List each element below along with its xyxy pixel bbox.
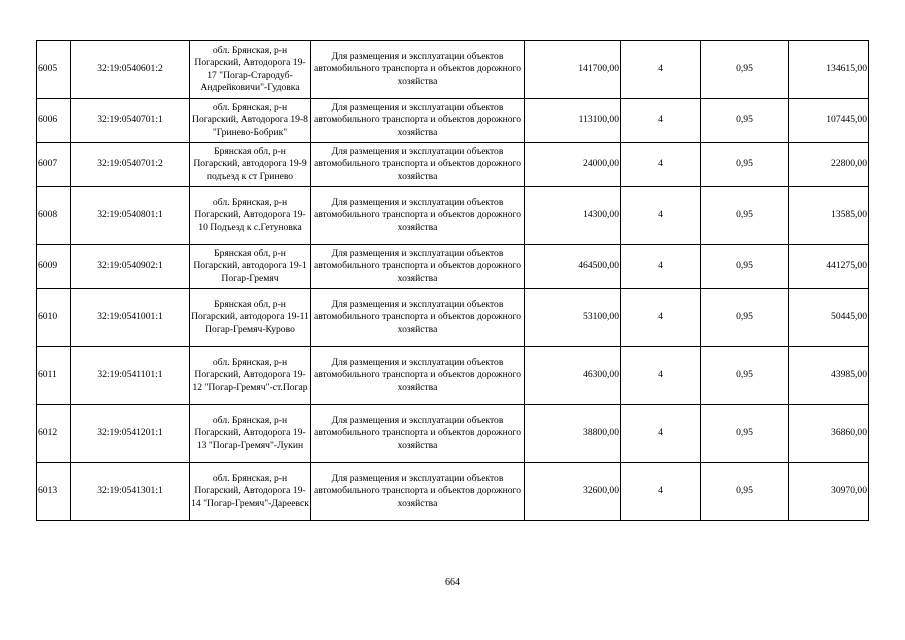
address: Брянская обл, р-н Погарский, автодорога 19-1 Погар-Гремяч xyxy=(190,245,311,289)
permitted-use: Для размещения и эксплуатации объектов автомобильного транспорта и объектов дорожного хозяйства xyxy=(311,463,525,521)
address: обл. Брянская, р-н Погарский, Автодорога 19-14 "Погар-Гремяч"-Дареевск xyxy=(190,463,311,521)
coefficient: 0,95 xyxy=(701,41,789,99)
group-code: 4 xyxy=(621,289,701,347)
table-row xyxy=(37,245,869,289)
cadastral-value: 22800,00 xyxy=(789,143,869,187)
address: обл. Брянская, р-н Погарский, Автодорога 19-10 Подъезд к с.Гетуновка xyxy=(190,187,311,245)
cadastral-number: 32:19:0540902:1 xyxy=(71,245,190,289)
table-row xyxy=(37,405,869,463)
permitted-use: Для размещения и эксплуатации объектов автомобильного транспорта и объектов дорожного хозяйства xyxy=(311,143,525,187)
address: Брянская обл, р-н Погарский, автодорога 19-9 подъезд к ст Гринево xyxy=(190,143,311,187)
page-number: 664 xyxy=(445,577,460,588)
area: 464500,00 xyxy=(525,245,621,289)
area: 141700,00 xyxy=(525,41,621,99)
cadastral-number: 32:19:0540701:2 xyxy=(71,143,190,187)
cadastral-value: 134615,00 xyxy=(789,41,869,99)
area: 46300,00 xyxy=(525,347,621,405)
table-row xyxy=(37,143,869,187)
row-number: 6011 xyxy=(37,347,71,405)
cadastral-number: 32:19:0541001:1 xyxy=(71,289,190,347)
cadastral-number: 32:19:0540801:1 xyxy=(71,187,190,245)
cadastral-value: 43985,00 xyxy=(789,347,869,405)
area: 53100,00 xyxy=(525,289,621,347)
area: 14300,00 xyxy=(525,187,621,245)
coefficient: 0,95 xyxy=(701,405,789,463)
table-row xyxy=(37,463,869,521)
row-number: 6005 xyxy=(37,41,71,99)
land-plots-table xyxy=(36,40,869,521)
row-number: 6010 xyxy=(37,289,71,347)
permitted-use: Для размещения и эксплуатации объектов автомобильного транспорта и объектов дорожного хозяйства xyxy=(311,99,525,143)
row-number: 6009 xyxy=(37,245,71,289)
group-code: 4 xyxy=(621,245,701,289)
table-row xyxy=(37,347,869,405)
coefficient: 0,95 xyxy=(701,99,789,143)
group-code: 4 xyxy=(621,463,701,521)
permitted-use: Для размещения и эксплуатации объектов автомобильного транспорта и объектов дорожного хозяйства xyxy=(311,405,525,463)
permitted-use: Для размещения и эксплуатации объектов автомобильного транспорта и объектов дорожного хозяйства xyxy=(311,41,525,99)
coefficient: 0,95 xyxy=(701,187,789,245)
address: обл. Брянская, р-н Погарский, Автодорога 19-12 "Погар-Гремяч"-ст.Погар xyxy=(190,347,311,405)
cadastral-value: 36860,00 xyxy=(789,405,869,463)
cadastral-value: 13585,00 xyxy=(789,187,869,245)
group-code: 4 xyxy=(621,143,701,187)
group-code: 4 xyxy=(621,99,701,143)
permitted-use: Для размещения и эксплуатации объектов автомобильного транспорта и объектов дорожного хозяйства xyxy=(311,245,525,289)
table-row xyxy=(37,187,869,245)
area: 32600,00 xyxy=(525,463,621,521)
row-number: 6006 xyxy=(37,99,71,143)
group-code: 4 xyxy=(621,41,701,99)
cadastral-number: 32:19:0541201:1 xyxy=(71,405,190,463)
cadastral-value: 441275,00 xyxy=(789,245,869,289)
group-code: 4 xyxy=(621,187,701,245)
table-row xyxy=(37,289,869,347)
area: 24000,00 xyxy=(525,143,621,187)
permitted-use: Для размещения и эксплуатации объектов автомобильного транспорта и объектов дорожного хозяйства xyxy=(311,289,525,347)
coefficient: 0,95 xyxy=(701,143,789,187)
cadastral-value: 30970,00 xyxy=(789,463,869,521)
cadastral-number: 32:19:0541301:1 xyxy=(71,463,190,521)
coefficient: 0,95 xyxy=(701,463,789,521)
group-code: 4 xyxy=(621,347,701,405)
row-number: 6012 xyxy=(37,405,71,463)
coefficient: 0,95 xyxy=(701,289,789,347)
row-number: 6007 xyxy=(37,143,71,187)
cadastral-value: 50445,00 xyxy=(789,289,869,347)
cadastral-number: 32:19:0540601:2 xyxy=(71,41,190,99)
cadastral-value: 107445,00 xyxy=(789,99,869,143)
address: обл. Брянская, р-н Погарский, Автодорога 19-13 "Погар-Гремяч"-Лукин xyxy=(190,405,311,463)
permitted-use: Для размещения и эксплуатации объектов автомобильного транспорта и объектов дорожного хозяйства xyxy=(311,347,525,405)
area: 38800,00 xyxy=(525,405,621,463)
permitted-use: Для размещения и эксплуатации объектов автомобильного транспорта и объектов дорожного хозяйства xyxy=(311,187,525,245)
group-code: 4 xyxy=(621,405,701,463)
coefficient: 0,95 xyxy=(701,347,789,405)
cadastral-number: 32:19:0540701:1 xyxy=(71,99,190,143)
coefficient: 0,95 xyxy=(701,245,789,289)
row-number: 6008 xyxy=(37,187,71,245)
row-number: 6013 xyxy=(37,463,71,521)
address: Брянская обл, р-н Погарский, автодорога 19-11 Погар-Гремяч-Курово xyxy=(190,289,311,347)
table-row xyxy=(37,41,869,99)
cadastral-number: 32:19:0541101:1 xyxy=(71,347,190,405)
area: 113100,00 xyxy=(525,99,621,143)
address: обл. Брянская, р-н Погарский, Автодорога 19-8 "Гринево-Бобрик" xyxy=(190,99,311,143)
table-row xyxy=(37,99,869,143)
address: обл. Брянская, р-н Погарский, Автодорога 19-17 "Погар-Стародуб-Андрейковичи"-Гудовка xyxy=(190,41,311,99)
